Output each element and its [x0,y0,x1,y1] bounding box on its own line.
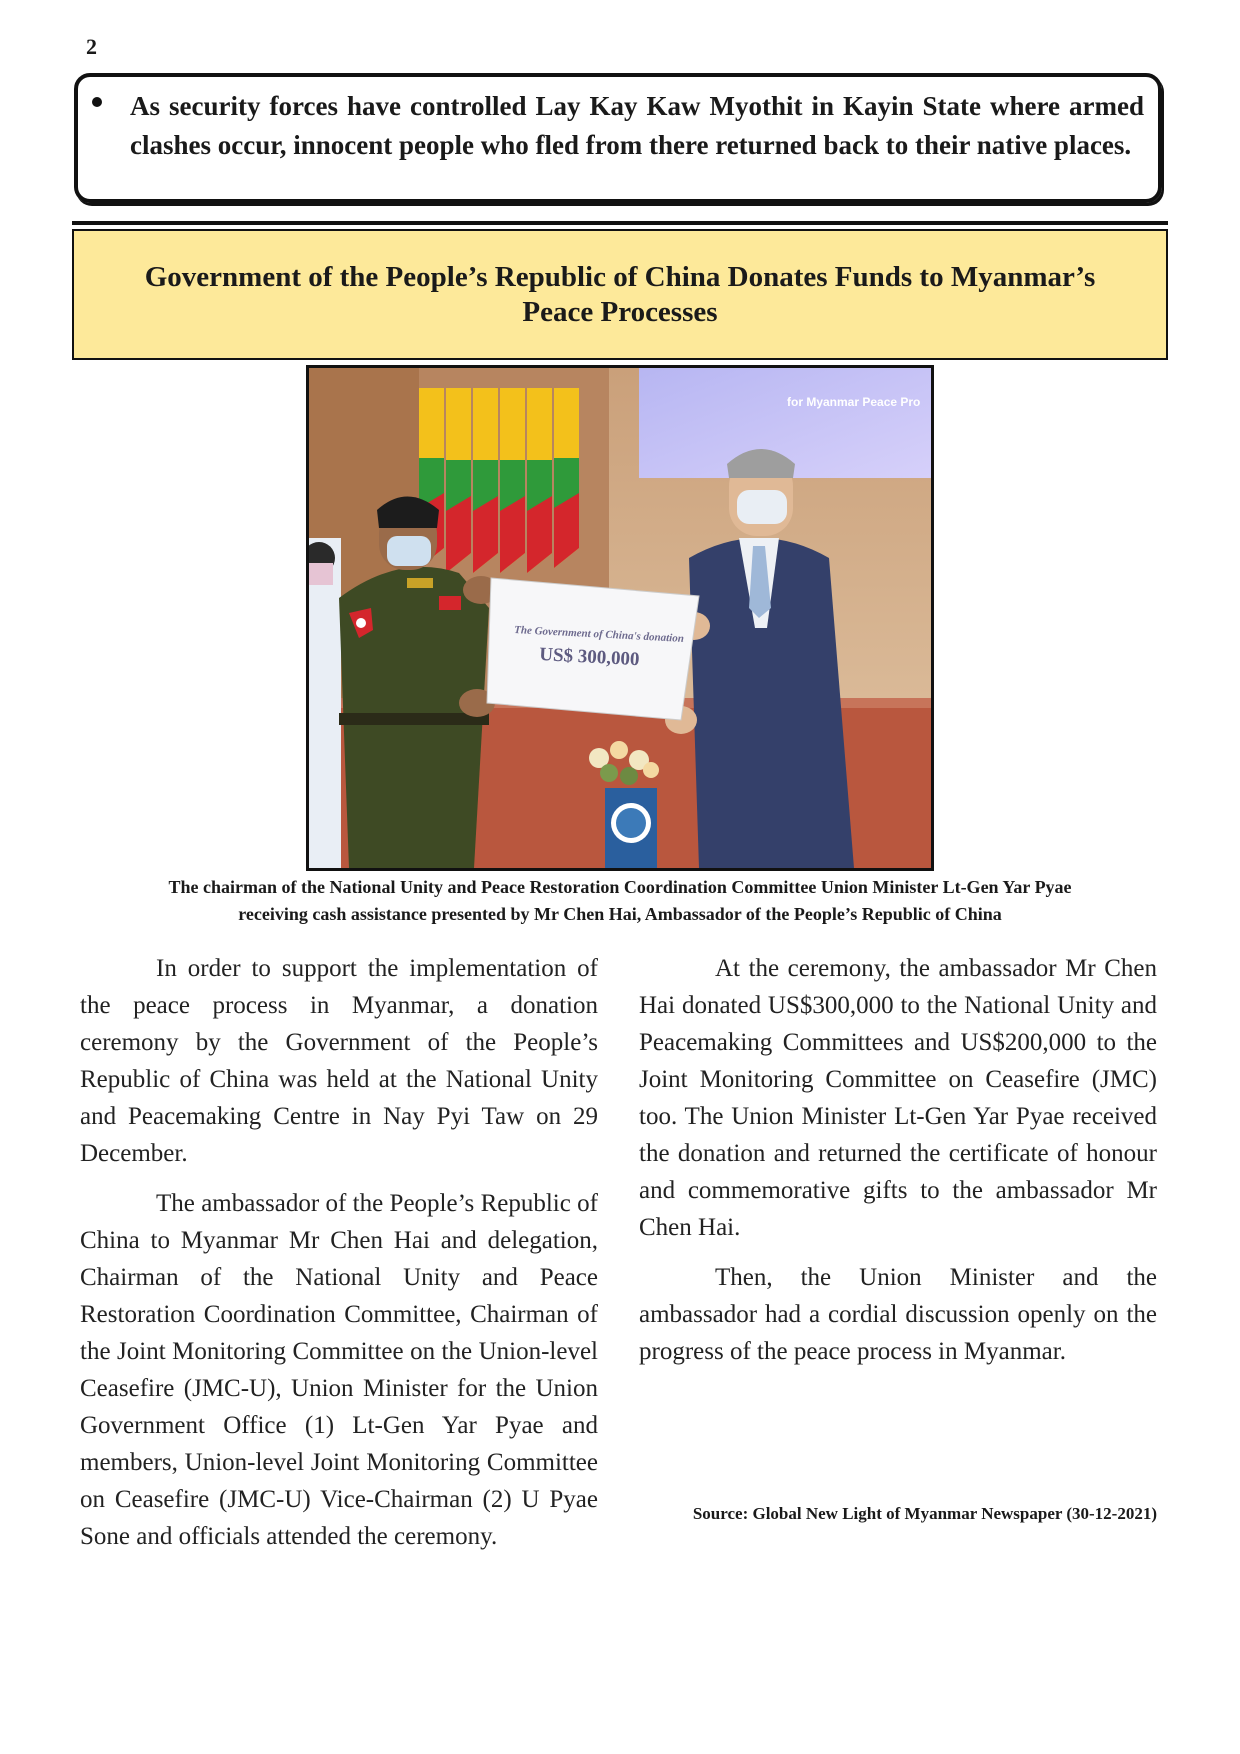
article-column-left [80,950,598,1568]
article-paragraph: At the ceremony, the ambassador Mr Chen Hai donated US$300,000 to the National Unity and Peacemaking Committees and US$200,000 to the Joint Monitoring Committee on Ceasefire (JMC) too. The Union Minister Lt-Gen Yar Pyae received the donation and returned the certificate of honour and commemorative gifts to the ambassador Mr Chen Hai. [639,955,1157,1241]
article-title-box [72,229,1168,360]
article-column-right [639,950,1157,1383]
highlight-text: As security forces have controlled Lay Kay Kaw Myothit in Kayin State where armed clashes occur, innocent people who fled from there returned back to their native places. [130,91,1144,160]
highlight-box [74,73,1162,203]
article-title-line2: Peace Processes [522,295,718,328]
photo-caption [80,874,1160,928]
photo-caption-line1: The chairman of the National Unity and Peace Restoration Coordination Committee Union Minister Lt-Gen Yar Pyae [168,877,1072,897]
article-photo [306,365,934,871]
article-paragraph: Then, the Union Minister and the ambassador had a cordial discussion openly on the progress of the peace process in Myanmar. [639,1264,1157,1365]
source-citation: Source: Global New Light of Myanmar Newspaper (30-12-2021) [692,1504,1157,1523]
section-divider [72,221,1168,225]
donation-sign [487,578,699,720]
photo-caption-line2: receiving cash assistance presented by Mr Chen Hai, Ambassador of the People’s Republic of China [238,904,1002,924]
sign-text-line1: The Government of China's donation [513,624,685,645]
article-title [125,260,1116,330]
article-paragraph: The ambassador of the People’s Republic of China to Myanmar Mr Chen Hai and delegation, Chairman of the National Unity and Peace Restoration Coordination Committee, Chairman of the Joint Monitoring Committee on the Union-level Ceasefire (JMC-U), Union Minister for the Union Government Office (1) Lt-Gen Yar Pyae and members, Union-level Joint Monitoring Committee on Ceasefire (JMC-U) Vice-Chairman (2) U Pyae Sone and officials attended the ceremony. [80,1190,598,1550]
sign-text-line2: US$ 300,000 [538,644,640,671]
screen-text: for Myanmar Peace Pro [787,395,921,409]
page-number: 2 [86,34,97,59]
article-title-line1: Government of the People’s Republic of China Donates Funds to Myanmar’s [144,260,1096,293]
bullet-icon [92,97,102,107]
article-paragraph: In order to support the implementation of the peace process in Myanmar, a donation ceremony by the Government of the People’s Republic of China was held at the National Unity and Peacemaking Centre in Nay Pyi Taw on 29 December. [80,955,598,1167]
